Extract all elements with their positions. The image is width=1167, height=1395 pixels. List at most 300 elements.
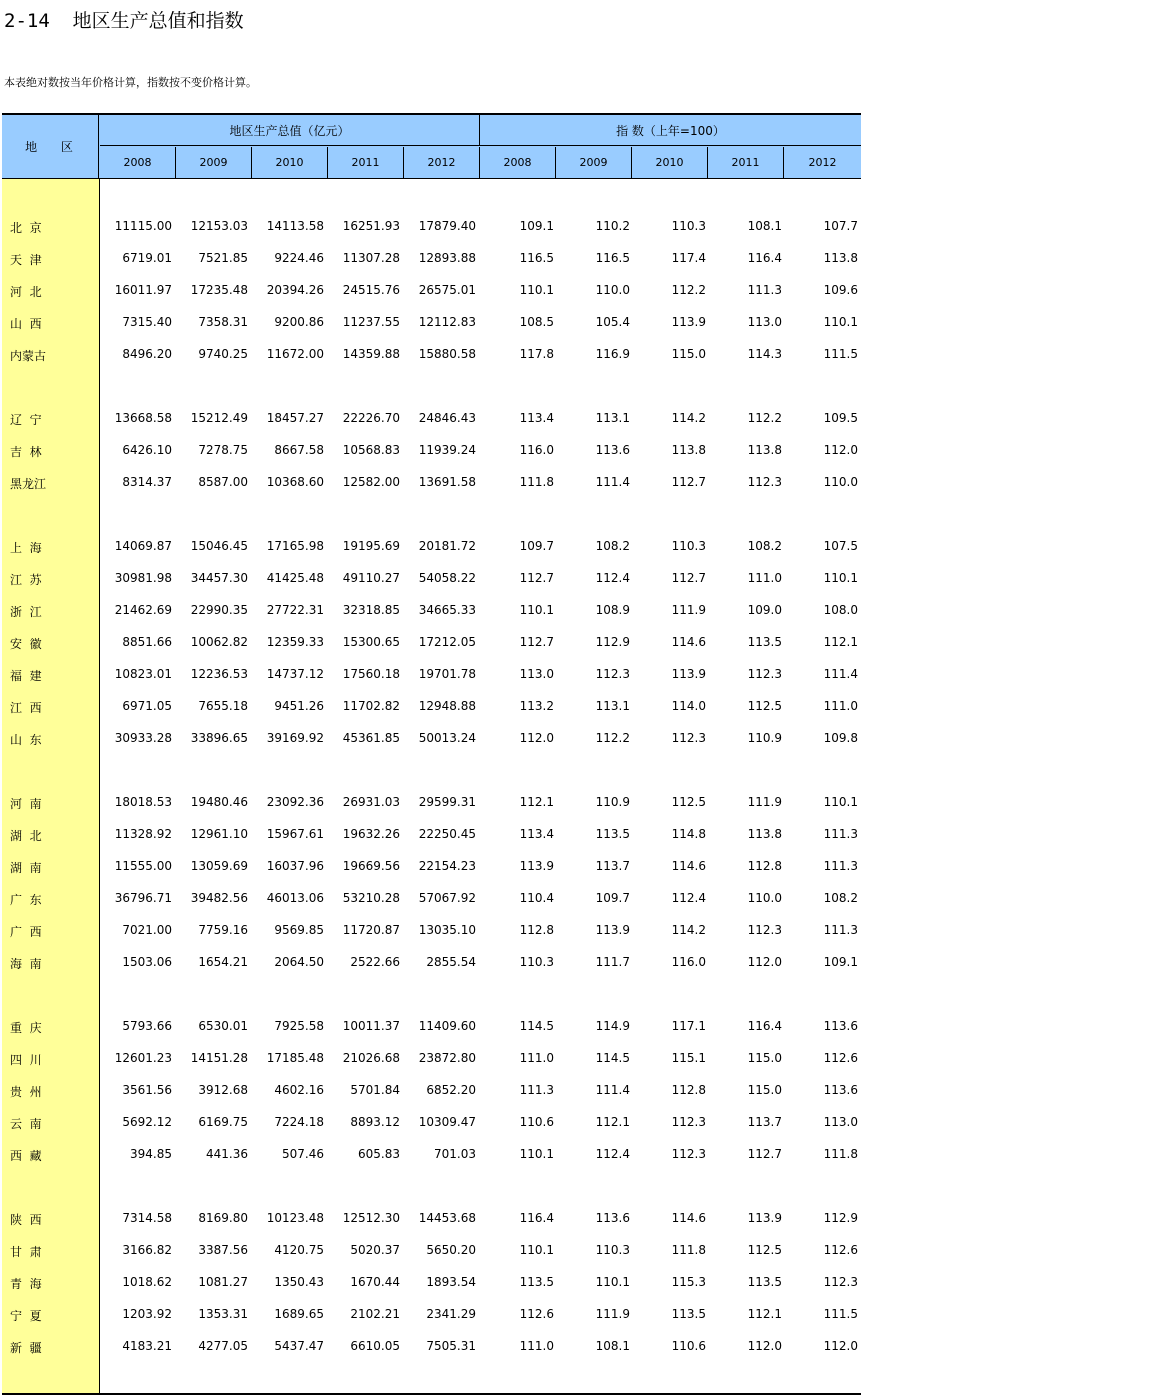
index-value: 110.0	[747, 891, 782, 905]
index-value: 108.0	[823, 603, 858, 617]
gdp-value: 15300.65	[342, 635, 400, 649]
index-year-header: 2008	[480, 147, 556, 178]
gdp-value: 12582.00	[342, 475, 400, 489]
table-row	[2, 275, 861, 307]
index-value: 112.0	[519, 731, 554, 745]
gdp-value: 19480.46	[190, 795, 248, 809]
index-value: 114.6	[671, 635, 706, 649]
region-name: 吉 林	[10, 445, 42, 459]
index-value: 112.7	[747, 1147, 782, 1161]
index-value: 109.1	[519, 219, 554, 233]
region-name: 山 西	[10, 317, 42, 331]
index-value: 113.9	[519, 859, 554, 873]
gdp-value: 11237.55	[342, 315, 400, 329]
index-value: 115.3	[671, 1275, 706, 1289]
gdp-year-header: 2012	[404, 147, 480, 178]
gdp-value: 8667.58	[274, 443, 324, 457]
gdp-value: 7358.31	[198, 315, 248, 329]
index-value: 113.0	[747, 315, 782, 329]
index-value: 108.1	[595, 1339, 630, 1353]
table-row	[2, 1107, 861, 1139]
gdp-value: 17235.48	[190, 283, 248, 297]
index-value: 109.6	[823, 283, 858, 297]
gdp-value: 7521.85	[198, 251, 248, 265]
index-value: 108.2	[823, 891, 858, 905]
table-row	[2, 563, 861, 595]
table-row	[2, 627, 861, 659]
index-value: 111.4	[823, 667, 858, 681]
gdp-value: 7224.18	[274, 1115, 324, 1129]
table-row	[2, 1267, 861, 1299]
gdp-value: 17560.18	[342, 667, 400, 681]
index-value: 110.4	[519, 891, 554, 905]
gdp-value: 2341.29	[426, 1307, 476, 1321]
gdp-value: 34457.30	[190, 571, 248, 585]
index-value: 110.3	[519, 955, 554, 969]
index-value: 113.7	[595, 859, 630, 873]
gdp-value: 26575.01	[418, 283, 476, 297]
table-header	[2, 115, 861, 179]
table-row	[2, 915, 861, 947]
gdp-value: 9569.85	[274, 923, 324, 937]
region-name: 重 庆	[10, 1021, 42, 1035]
gdp-value: 23092.36	[266, 795, 324, 809]
gdp-value: 5692.12	[122, 1115, 172, 1129]
index-group-header: 指 数（上年=100）	[480, 115, 861, 146]
index-value: 112.6	[519, 1307, 554, 1321]
gdp-value: 14737.12	[266, 667, 324, 681]
gdp-value: 16011.97	[114, 283, 172, 297]
index-value: 116.9	[595, 347, 630, 361]
table-row	[2, 1139, 861, 1171]
index-value: 117.4	[671, 251, 706, 265]
region-name: 河 南	[10, 797, 42, 811]
gdp-value: 34665.33	[418, 603, 476, 617]
index-value: 110.0	[823, 475, 858, 489]
gdp-year-header: 2008	[100, 147, 176, 178]
region-name: 内蒙古	[10, 349, 47, 363]
index-value: 114.5	[595, 1051, 630, 1065]
index-value: 113.6	[823, 1019, 858, 1033]
table-row	[2, 339, 861, 371]
index-value: 113.5	[595, 827, 630, 841]
region-name: 黑龙江	[10, 477, 47, 491]
index-value: 112.6	[823, 1243, 858, 1257]
gdp-value: 6610.05	[350, 1339, 400, 1353]
gdp-value: 10568.83	[342, 443, 400, 457]
index-value: 112.2	[747, 411, 782, 425]
index-value: 111.9	[671, 603, 706, 617]
gdp-value: 16251.93	[342, 219, 400, 233]
gdp-value: 22990.35	[190, 603, 248, 617]
region-name: 福 建	[10, 669, 42, 683]
gdp-value: 12359.33	[266, 635, 324, 649]
index-value: 113.9	[671, 315, 706, 329]
gdp-value: 18457.27	[266, 411, 324, 425]
index-value: 113.5	[671, 1307, 706, 1321]
gdp-group-header: 地区生产总值（亿元）	[100, 115, 480, 146]
index-value: 108.9	[595, 603, 630, 617]
gdp-value: 19632.26	[342, 827, 400, 841]
gdp-value: 13059.69	[190, 859, 248, 873]
index-value: 111.0	[747, 571, 782, 585]
gdp-value: 17879.40	[418, 219, 476, 233]
index-value: 116.4	[747, 1019, 782, 1033]
gdp-value: 7315.40	[122, 315, 172, 329]
table-row	[2, 531, 861, 563]
gdp-value: 22154.23	[418, 859, 476, 873]
index-value: 112.3	[671, 1147, 706, 1161]
table-row	[2, 819, 861, 851]
index-value: 111.3	[823, 923, 858, 937]
gdp-value: 15212.49	[190, 411, 248, 425]
table-row	[2, 403, 861, 435]
gdp-value: 11328.92	[114, 827, 172, 841]
region-name: 天 津	[10, 253, 42, 267]
index-value: 108.2	[747, 539, 782, 553]
gdp-value: 10368.60	[266, 475, 324, 489]
index-value: 108.1	[747, 219, 782, 233]
gdp-value: 7925.58	[274, 1019, 324, 1033]
gdp-value: 24515.76	[342, 283, 400, 297]
table-row	[2, 1299, 861, 1331]
gdp-year-header: 2010	[252, 147, 328, 178]
gdp-value: 50013.24	[418, 731, 476, 745]
gdp-value: 5437.47	[274, 1339, 324, 1353]
index-value: 113.5	[747, 635, 782, 649]
gdp-value: 1081.27	[198, 1275, 248, 1289]
index-value: 112.5	[747, 699, 782, 713]
index-value: 114.6	[671, 1211, 706, 1225]
index-value: 112.5	[747, 1243, 782, 1257]
table-row	[2, 243, 861, 275]
table-row	[2, 211, 861, 243]
gdp-value: 9224.46	[274, 251, 324, 265]
table-row	[2, 1043, 861, 1075]
gdp-value: 4120.75	[274, 1243, 324, 1257]
index-value: 109.7	[519, 539, 554, 553]
gdp-value: 8496.20	[122, 347, 172, 361]
gdp-value: 11115.00	[114, 219, 172, 233]
gdp-value: 3912.68	[198, 1083, 248, 1097]
region-name: 云 南	[10, 1117, 42, 1131]
index-value: 112.8	[671, 1083, 706, 1097]
gdp-value: 7278.75	[198, 443, 248, 457]
index-value: 108.5	[519, 315, 554, 329]
gdp-value: 53210.28	[342, 891, 400, 905]
index-value: 113.4	[519, 827, 554, 841]
index-value: 111.3	[823, 859, 858, 873]
gdp-value: 57067.92	[418, 891, 476, 905]
region-name: 江 西	[10, 701, 42, 715]
gdp-value: 9200.86	[274, 315, 324, 329]
region-name: 上 海	[10, 541, 42, 555]
gdp-year-header: 2009	[176, 147, 252, 178]
gdp-value: 11720.87	[342, 923, 400, 937]
index-value: 112.0	[823, 443, 858, 457]
gdp-value: 10309.47	[418, 1115, 476, 1129]
region-name: 河 北	[10, 285, 42, 299]
gdp-value: 12236.53	[190, 667, 248, 681]
region-name: 甘 肃	[10, 1245, 42, 1259]
gdp-value: 36796.71	[114, 891, 172, 905]
index-value: 113.8	[747, 827, 782, 841]
gdp-value: 41425.48	[266, 571, 324, 585]
index-value: 110.1	[823, 571, 858, 585]
gdp-value: 8587.00	[198, 475, 248, 489]
gdp-value: 46013.06	[266, 891, 324, 905]
index-year-header: 2010	[632, 147, 708, 178]
gdp-value: 10011.37	[342, 1019, 400, 1033]
region-name: 广 西	[10, 925, 42, 939]
region-name: 浙 江	[10, 605, 42, 619]
index-value: 112.1	[595, 1115, 630, 1129]
index-value: 107.5	[823, 539, 858, 553]
index-value: 112.7	[671, 571, 706, 585]
index-value: 115.0	[747, 1051, 782, 1065]
gdp-value: 21026.68	[342, 1051, 400, 1065]
index-value: 113.0	[519, 667, 554, 681]
gdp-value: 13668.58	[114, 411, 172, 425]
index-value: 109.5	[823, 411, 858, 425]
index-value: 114.0	[671, 699, 706, 713]
index-value: 110.3	[595, 1243, 630, 1257]
gdp-value: 32318.85	[342, 603, 400, 617]
index-value: 109.0	[747, 603, 782, 617]
index-value: 112.8	[519, 923, 554, 937]
gdp-value: 54058.22	[418, 571, 476, 585]
gdp-value: 1893.54	[426, 1275, 476, 1289]
index-value: 113.4	[519, 411, 554, 425]
gdp-value: 9740.25	[198, 347, 248, 361]
gdp-value: 605.83	[358, 1147, 400, 1161]
index-value: 114.9	[595, 1019, 630, 1033]
index-value: 116.4	[747, 251, 782, 265]
gdp-value: 29599.31	[418, 795, 476, 809]
index-value: 111.8	[823, 1147, 858, 1161]
region-name: 新 疆	[10, 1341, 42, 1355]
index-value: 112.9	[595, 635, 630, 649]
index-value: 105.4	[595, 315, 630, 329]
index-value: 112.3	[747, 923, 782, 937]
index-value: 110.1	[595, 1275, 630, 1289]
gdp-value: 49110.27	[342, 571, 400, 585]
region-name: 青 海	[10, 1277, 42, 1291]
index-value: 113.6	[823, 1083, 858, 1097]
index-value: 110.3	[671, 219, 706, 233]
index-year-header: 2012	[808, 156, 837, 169]
gdp-value: 14359.88	[342, 347, 400, 361]
gdp-value: 9451.26	[274, 699, 324, 713]
gdp-value: 1353.31	[198, 1307, 248, 1321]
gdp-value: 6426.10	[122, 443, 172, 457]
table-row	[2, 883, 861, 915]
gdp-value: 15046.45	[190, 539, 248, 553]
index-value: 112.0	[747, 1339, 782, 1353]
table-row	[2, 467, 861, 499]
index-value: 112.4	[595, 571, 630, 585]
gdp-value: 1689.65	[274, 1307, 324, 1321]
table-row	[2, 851, 861, 883]
gdp-value: 30981.98	[114, 571, 172, 585]
gdp-value: 8851.66	[122, 635, 172, 649]
index-value: 109.8	[823, 731, 858, 745]
index-value: 110.1	[519, 1147, 554, 1161]
gdp-value: 11939.24	[418, 443, 476, 457]
region-name: 宁 夏	[10, 1309, 42, 1323]
table-row	[2, 1331, 861, 1363]
gdp-value: 2522.66	[350, 955, 400, 969]
gdp-value: 20394.26	[266, 283, 324, 297]
index-value: 114.8	[671, 827, 706, 841]
region-name: 四 川	[10, 1053, 42, 1067]
gdp-value: 12961.10	[190, 827, 248, 841]
index-value: 112.7	[519, 635, 554, 649]
index-value: 112.3	[747, 475, 782, 489]
index-value: 112.0	[823, 1339, 858, 1353]
gdp-value: 2064.50	[274, 955, 324, 969]
gdp-value: 20181.72	[418, 539, 476, 553]
gdp-value: 13691.58	[418, 475, 476, 489]
index-value: 111.8	[519, 475, 554, 489]
index-value: 112.1	[519, 795, 554, 809]
index-value: 114.3	[747, 347, 782, 361]
gdp-value: 4277.05	[198, 1339, 248, 1353]
gdp-value: 13035.10	[418, 923, 476, 937]
gdp-value: 12153.03	[190, 219, 248, 233]
index-value: 111.3	[823, 827, 858, 841]
table-note: 本表绝对数按当年价格计算，指数按不变价格计算。	[4, 76, 257, 89]
index-value: 112.3	[747, 667, 782, 681]
gdp-value: 12601.23	[114, 1051, 172, 1065]
index-value: 112.6	[823, 1051, 858, 1065]
gdp-value: 6169.75	[198, 1115, 248, 1129]
table-row	[2, 947, 861, 979]
index-value: 111.4	[595, 475, 630, 489]
gdp-table	[2, 113, 861, 1395]
gdp-value: 4602.16	[274, 1083, 324, 1097]
region-name: 湖 南	[10, 861, 42, 875]
gdp-value: 11702.82	[342, 699, 400, 713]
gdp-value: 23872.80	[418, 1051, 476, 1065]
gdp-value: 17185.48	[266, 1051, 324, 1065]
index-value: 113.1	[595, 411, 630, 425]
gdp-value: 19669.56	[342, 859, 400, 873]
region-name: 湖 北	[10, 829, 42, 843]
gdp-value: 507.46	[282, 1147, 324, 1161]
table-row	[2, 1235, 861, 1267]
gdp-value: 10123.48	[266, 1211, 324, 1225]
index-value: 112.7	[519, 571, 554, 585]
index-value: 111.0	[519, 1051, 554, 1065]
index-value: 111.0	[823, 699, 858, 713]
index-value: 113.8	[671, 443, 706, 457]
gdp-value: 1654.21	[198, 955, 248, 969]
index-value: 111.7	[595, 955, 630, 969]
index-value: 110.1	[519, 283, 554, 297]
index-value: 114.6	[671, 859, 706, 873]
index-value: 111.9	[595, 1307, 630, 1321]
gdp-value: 17165.98	[266, 539, 324, 553]
index-value: 116.0	[671, 955, 706, 969]
index-value: 107.7	[823, 219, 858, 233]
index-value: 112.3	[823, 1275, 858, 1289]
index-value: 110.1	[519, 1243, 554, 1257]
gdp-value: 11409.60	[418, 1019, 476, 1033]
index-value: 116.5	[519, 251, 554, 265]
gdp-value: 701.03	[434, 1147, 476, 1161]
index-value: 109.7	[595, 891, 630, 905]
gdp-value: 1018.62	[122, 1275, 172, 1289]
gdp-value: 1670.44	[350, 1275, 400, 1289]
index-value: 113.7	[747, 1115, 782, 1129]
gdp-value: 39169.92	[266, 731, 324, 745]
index-value: 111.9	[747, 795, 782, 809]
gdp-value: 14069.87	[114, 539, 172, 553]
table-row	[2, 1075, 861, 1107]
region-name: 北 京	[10, 221, 42, 235]
index-value: 113.8	[747, 443, 782, 457]
region-column-header: 地 区	[2, 115, 99, 178]
gdp-value: 6852.20	[426, 1083, 476, 1097]
index-value: 113.9	[595, 923, 630, 937]
index-value: 111.4	[595, 1083, 630, 1097]
table-row	[2, 1203, 861, 1235]
index-value: 110.6	[671, 1339, 706, 1353]
gdp-value: 11307.28	[342, 251, 400, 265]
gdp-value: 6719.01	[122, 251, 172, 265]
region-name: 辽 宁	[10, 413, 42, 427]
gdp-value: 7759.16	[198, 923, 248, 937]
table-row	[2, 1011, 861, 1043]
gdp-value: 27722.31	[266, 603, 324, 617]
table-row	[2, 691, 861, 723]
region-name: 江 苏	[10, 573, 42, 587]
gdp-value: 15880.58	[418, 347, 476, 361]
index-value: 110.6	[519, 1115, 554, 1129]
gdp-value: 2102.21	[350, 1307, 400, 1321]
gdp-value: 12112.83	[418, 315, 476, 329]
index-value: 116.4	[519, 1211, 554, 1225]
index-value: 114.5	[519, 1019, 554, 1033]
table-row	[2, 595, 861, 627]
gdp-value: 14113.58	[266, 219, 324, 233]
index-value: 110.2	[595, 219, 630, 233]
gdp-value: 8169.80	[198, 1211, 248, 1225]
gdp-value: 3561.56	[122, 1083, 172, 1097]
gdp-value: 22226.70	[342, 411, 400, 425]
gdp-value: 3387.56	[198, 1243, 248, 1257]
gdp-value: 2855.54	[426, 955, 476, 969]
gdp-value: 3166.82	[122, 1243, 172, 1257]
gdp-value: 12512.30	[342, 1211, 400, 1225]
gdp-value: 39482.56	[190, 891, 248, 905]
gdp-value: 19195.69	[342, 539, 400, 553]
gdp-value: 17212.05	[418, 635, 476, 649]
index-value: 110.1	[823, 795, 858, 809]
index-value: 115.1	[671, 1051, 706, 1065]
region-name: 广 东	[10, 893, 42, 907]
index-value: 116.0	[519, 443, 554, 457]
index-value: 111.5	[823, 347, 858, 361]
region-name: 贵 州	[10, 1085, 42, 1099]
gdp-value: 5793.66	[122, 1019, 172, 1033]
index-value: 113.5	[747, 1275, 782, 1289]
page-title: 2-14 地区生产总值和指数	[4, 10, 244, 32]
table-body	[2, 179, 861, 1393]
index-value: 112.2	[595, 731, 630, 745]
gdp-value: 5020.37	[350, 1243, 400, 1257]
